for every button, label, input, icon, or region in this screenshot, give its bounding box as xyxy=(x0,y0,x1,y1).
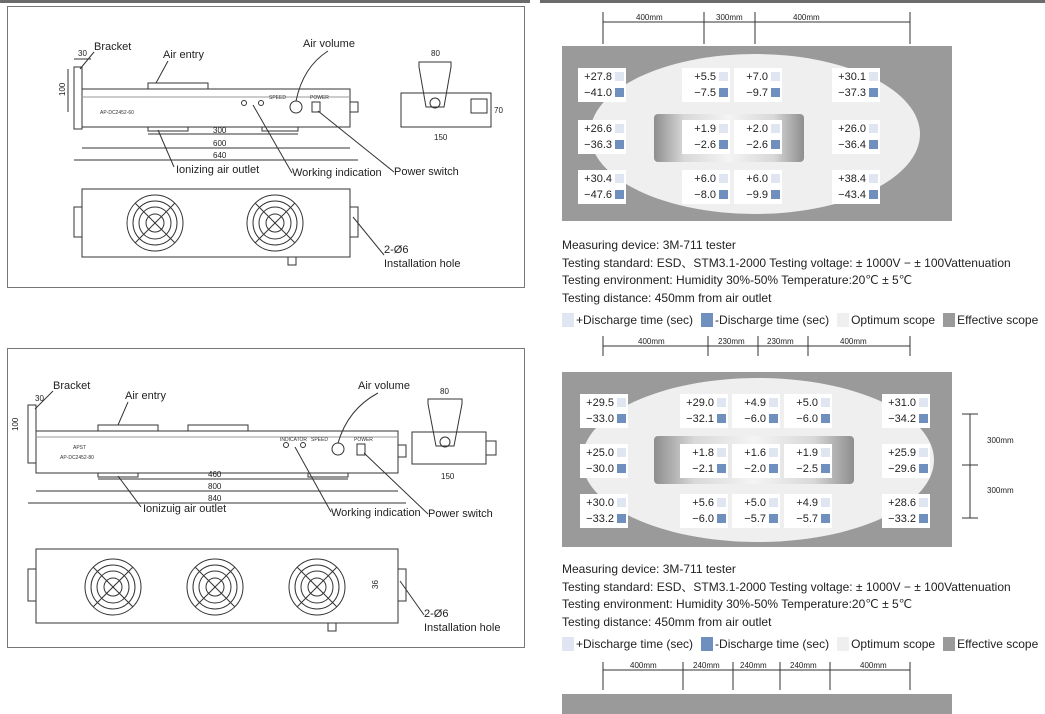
neg-value: −33.0 xyxy=(586,413,614,425)
pos-value: +27.8 xyxy=(584,71,612,83)
measurement-cell xyxy=(680,494,728,528)
neg-value: −36.4 xyxy=(838,139,866,151)
neg-square xyxy=(617,414,626,423)
neg-value: −8.0 xyxy=(694,189,716,201)
svg-text:600: 600 xyxy=(213,139,227,148)
svg-text:80: 80 xyxy=(431,49,440,58)
neg-value: −29.6 xyxy=(888,463,916,475)
neg-value: −43.4 xyxy=(838,189,866,201)
svg-text:460: 460 xyxy=(208,470,222,479)
neg-square xyxy=(769,514,778,523)
svg-text:240mm: 240mm xyxy=(693,661,720,670)
indicator-dot-60 xyxy=(242,101,247,106)
neg-value: −30.0 xyxy=(586,463,614,475)
neg-square xyxy=(771,190,780,199)
pos-value: +31.0 xyxy=(888,397,916,409)
pos-square xyxy=(717,498,726,507)
neg-value: −6.0 xyxy=(796,413,818,425)
neg-value: −2.0 xyxy=(744,463,766,475)
neg-square xyxy=(717,464,726,473)
legend-eff-swatch xyxy=(943,313,955,327)
pos-square xyxy=(769,448,778,457)
side-view-60 xyxy=(419,62,451,107)
pos-square xyxy=(869,72,878,81)
info-environment: Testing environment: Humidity 30%-50% Temperature:20℃ ± 5℃ xyxy=(562,273,913,287)
measurement-cell xyxy=(734,120,782,154)
label-bracket-80: Bracket xyxy=(53,380,91,392)
neg-value: −5.7 xyxy=(796,513,818,525)
neg-square xyxy=(717,514,726,523)
pos-value: +6.0 xyxy=(746,173,768,185)
neg-square xyxy=(821,514,830,523)
measurement-cell xyxy=(732,494,780,528)
info-standard: Testing standard: ESD、STM3.1-2000 Testing voltage: ± 1000V − ± 100Vattenuation xyxy=(562,255,1011,270)
dim-bracket-60: 30 xyxy=(78,49,87,58)
chart1-info xyxy=(562,237,1011,307)
neg-value: −32.1 xyxy=(686,413,714,425)
pos-square xyxy=(719,72,728,81)
svg-text:640: 640 xyxy=(213,151,227,160)
neg-square xyxy=(719,190,728,199)
neg-square xyxy=(617,514,626,523)
neg-square xyxy=(919,414,928,423)
svg-text:INDICATOR: INDICATOR xyxy=(280,437,308,443)
fan-icon xyxy=(247,195,303,251)
measurement-cell xyxy=(784,494,832,528)
label-air-entry-80: Air entry xyxy=(125,390,166,402)
neg-value: −6.0 xyxy=(744,413,766,425)
neg-value: −34.2 xyxy=(888,413,916,425)
pos-value: +29.0 xyxy=(686,397,714,409)
chart2-panel xyxy=(562,372,952,547)
label-ionizing-80: Ionizuig air outlet xyxy=(143,503,227,515)
svg-text:150: 150 xyxy=(434,133,448,142)
svg-text:SPEED: SPEED xyxy=(311,437,328,443)
pos-value: +25.0 xyxy=(586,447,614,459)
svg-text:100: 100 xyxy=(11,417,20,431)
neg-value: −36.3 xyxy=(584,139,612,151)
neg-square xyxy=(821,464,830,473)
measurement-cell xyxy=(784,394,832,428)
chart1-legend: +Discharge time (sec) -Discharge time (sec) Optimum scope Effective scope xyxy=(562,313,1045,327)
pos-value: +5.5 xyxy=(694,71,716,83)
info-distance: Testing distance: 450mm from air outlet xyxy=(562,290,772,305)
label-working-80: Working indication xyxy=(331,507,421,519)
neg-square xyxy=(869,190,878,199)
neg-square xyxy=(771,140,780,149)
air-volume-knob-80 xyxy=(332,443,344,455)
measurement-cell xyxy=(882,394,930,428)
svg-text:300: 300 xyxy=(213,126,227,135)
pos-value: +5.6 xyxy=(692,497,714,509)
svg-text:AP-DC2452-60: AP-DC2452-60 xyxy=(100,110,134,116)
measurement-cell xyxy=(832,68,880,102)
pos-square xyxy=(719,124,728,133)
pos-square xyxy=(617,448,626,457)
svg-text:POWER: POWER xyxy=(310,95,329,101)
pos-value: +1.9 xyxy=(694,123,716,135)
pos-value: +1.8 xyxy=(692,447,714,459)
neg-value: −2.6 xyxy=(746,139,768,151)
pos-value: +6.0 xyxy=(694,173,716,185)
neg-value: −5.7 xyxy=(744,513,766,525)
pos-square xyxy=(769,398,778,407)
measurement-cell xyxy=(578,68,626,102)
pos-value: +30.0 xyxy=(586,497,614,509)
pos-square xyxy=(919,448,928,457)
dim-height-60: 100 xyxy=(58,82,67,96)
pos-value: +26.6 xyxy=(584,123,612,135)
neg-square xyxy=(617,464,626,473)
label-install-count-60: 2-Ø6 xyxy=(384,244,409,256)
power-switch-60 xyxy=(312,102,320,112)
label-air-entry-60: Air entry xyxy=(163,49,204,61)
pos-value: +2.0 xyxy=(746,123,768,135)
neg-value: −2.1 xyxy=(692,463,714,475)
pos-square xyxy=(821,498,830,507)
chart1-panel xyxy=(562,46,952,221)
fan-icon xyxy=(289,559,345,615)
fan-icon xyxy=(187,559,243,615)
svg-text:240mm: 240mm xyxy=(790,661,817,670)
svg-text:300mm: 300mm xyxy=(716,13,743,22)
bracket-left-60 xyxy=(74,67,82,129)
pos-square xyxy=(869,174,878,183)
pos-square xyxy=(717,398,726,407)
measurement-cell xyxy=(732,394,780,428)
pos-square xyxy=(919,398,928,407)
svg-text:300mm: 300mm xyxy=(987,486,1014,495)
measurement-cell xyxy=(578,120,626,154)
pos-square xyxy=(617,398,626,407)
measurement-cell xyxy=(882,444,930,478)
label-bracket-60: Bracket xyxy=(94,41,132,53)
pos-square xyxy=(821,448,830,457)
svg-text:SPEED: SPEED xyxy=(269,95,286,101)
label-air-volume-80: Air volume xyxy=(358,380,410,392)
side-view-80 xyxy=(428,399,462,446)
label-install-80: Installation hole xyxy=(424,622,501,634)
pos-square xyxy=(615,72,624,81)
pos-square xyxy=(821,398,830,407)
neg-value: −7.5 xyxy=(694,87,716,99)
fan-icon xyxy=(127,195,183,251)
neg-value: −9.7 xyxy=(746,87,768,99)
svg-text:150: 150 xyxy=(441,472,455,481)
pos-square xyxy=(771,174,780,183)
measurement-cell xyxy=(682,170,730,204)
svg-text:400mm: 400mm xyxy=(630,661,657,670)
measurement-cell xyxy=(832,170,880,204)
pos-square xyxy=(771,124,780,133)
neg-square xyxy=(869,88,878,97)
svg-text:400mm: 400mm xyxy=(793,13,820,22)
measurement-cell xyxy=(832,120,880,154)
pos-square xyxy=(615,174,624,183)
pos-value: +38.4 xyxy=(838,173,866,185)
measurement-cell xyxy=(682,120,730,154)
pos-value: +30.1 xyxy=(838,71,866,83)
neg-square xyxy=(719,88,728,97)
neg-value: −33.2 xyxy=(586,513,614,525)
pos-value: +1.6 xyxy=(744,447,766,459)
info-device: Measuring device: 3M-711 tester xyxy=(562,238,736,252)
legend-neg-swatch xyxy=(701,313,713,327)
measurement-cell xyxy=(580,494,628,528)
neg-square xyxy=(919,514,928,523)
drawing-80-svg xyxy=(8,349,524,647)
neg-square xyxy=(769,464,778,473)
neg-square xyxy=(615,88,624,97)
pos-value: +5.0 xyxy=(796,397,818,409)
pos-square xyxy=(719,174,728,183)
measurement-cell xyxy=(580,394,628,428)
neg-square xyxy=(717,414,726,423)
svg-text:30: 30 xyxy=(35,394,44,403)
pos-square xyxy=(617,498,626,507)
pos-value: +29.5 xyxy=(586,397,614,409)
neg-value: −47.6 xyxy=(584,189,612,201)
neg-value: −9.9 xyxy=(746,189,768,201)
svg-text:400mm: 400mm xyxy=(840,337,867,346)
measurement-cell xyxy=(682,68,730,102)
pos-value: +26.0 xyxy=(838,123,866,135)
chart2-info: Measuring device: 3M-711 tester Testing standard: ESD、STM3.1-2000 Testing voltage: ± 1000V − ± 100Vattenuation Testing environment: Humidity 30%-50% Temperature:20℃ ± 5℃ Testing distance: 450mm from air outlet xyxy=(562,562,1011,629)
neg-value: −33.2 xyxy=(888,513,916,525)
neg-value: −6.0 xyxy=(692,513,714,525)
neg-value: −37.3 xyxy=(838,87,866,99)
legend-opt-swatch xyxy=(837,313,849,327)
air-volume-knob-60 xyxy=(290,101,302,113)
chart2-legend: +Discharge time (sec) -Discharge time (sec) Optimum scope Effective scope xyxy=(562,637,1045,651)
drawing-ap-dc2452-80 xyxy=(7,348,525,648)
neg-value: −41.0 xyxy=(584,87,612,99)
pos-value: +1.9 xyxy=(796,447,818,459)
neg-square xyxy=(769,414,778,423)
neg-square xyxy=(821,414,830,423)
measurement-cell xyxy=(784,444,832,478)
measurement-cell xyxy=(732,444,780,478)
neg-square xyxy=(771,88,780,97)
svg-text:80: 80 xyxy=(440,387,449,396)
pos-value: +7.0 xyxy=(746,71,768,83)
svg-text:400mm: 400mm xyxy=(638,337,665,346)
logo-text: APST xyxy=(73,445,87,451)
pos-square xyxy=(869,124,878,133)
measurement-cell xyxy=(580,444,628,478)
neg-value: −2.5 xyxy=(796,463,818,475)
svg-text:400mm: 400mm xyxy=(860,661,887,670)
measurement-cell xyxy=(680,444,728,478)
measurement-cell xyxy=(680,394,728,428)
svg-text:400mm: 400mm xyxy=(636,13,663,22)
pos-square xyxy=(919,498,928,507)
pos-square xyxy=(717,448,726,457)
svg-text:300mm: 300mm xyxy=(987,436,1014,445)
measurement-cell xyxy=(734,68,782,102)
drawing-60-svg xyxy=(8,7,524,287)
bottom-view-80 xyxy=(36,549,398,623)
pos-square xyxy=(615,124,624,133)
svg-text:70: 70 xyxy=(494,106,503,115)
label-working-60: Working indication xyxy=(292,167,382,179)
legend-pos-swatch xyxy=(562,313,574,327)
neg-square xyxy=(719,140,728,149)
pos-value: +30.4 xyxy=(584,173,612,185)
pos-value: +4.9 xyxy=(744,397,766,409)
svg-text:840: 840 xyxy=(208,494,222,503)
svg-text:230mm: 230mm xyxy=(767,337,794,346)
svg-text:POWER: POWER xyxy=(354,437,373,443)
bottom-view-60 xyxy=(82,189,350,257)
neg-value: −2.6 xyxy=(694,139,716,151)
label-air-volume-60: Air volume xyxy=(303,38,355,50)
measurement-cell xyxy=(734,170,782,204)
top-rule-left xyxy=(0,0,530,3)
label-install-60: Installation hole xyxy=(384,258,461,270)
label-install-count-80: 2-Ø6 xyxy=(424,608,449,620)
label-ionizing-60: Ionizing air outlet xyxy=(176,164,260,176)
svg-text:240mm: 240mm xyxy=(740,661,767,670)
neg-square xyxy=(919,464,928,473)
drawing-ap-dc2452-60 xyxy=(7,6,525,288)
neg-square xyxy=(869,140,878,149)
pos-square xyxy=(771,72,780,81)
measurement-cell xyxy=(882,494,930,528)
svg-text:36: 36 xyxy=(371,580,380,589)
pos-square xyxy=(769,498,778,507)
pos-value: +4.9 xyxy=(796,497,818,509)
measurement-cell xyxy=(578,170,626,204)
pos-value: +25.9 xyxy=(888,447,916,459)
neg-square xyxy=(615,190,624,199)
svg-text:AP-DC2452-80: AP-DC2452-80 xyxy=(60,455,94,461)
top-rule-right xyxy=(540,0,1045,3)
fan-icon xyxy=(85,559,141,615)
pos-value: +28.6 xyxy=(888,497,916,509)
label-power-80: Power switch xyxy=(428,508,493,520)
label-power-60: Power switch xyxy=(394,166,459,178)
svg-text:800: 800 xyxy=(208,482,222,491)
neg-square xyxy=(615,140,624,149)
chart3-panel-partial xyxy=(562,694,952,714)
pos-value: +5.0 xyxy=(744,497,766,509)
svg-text:230mm: 230mm xyxy=(718,337,745,346)
